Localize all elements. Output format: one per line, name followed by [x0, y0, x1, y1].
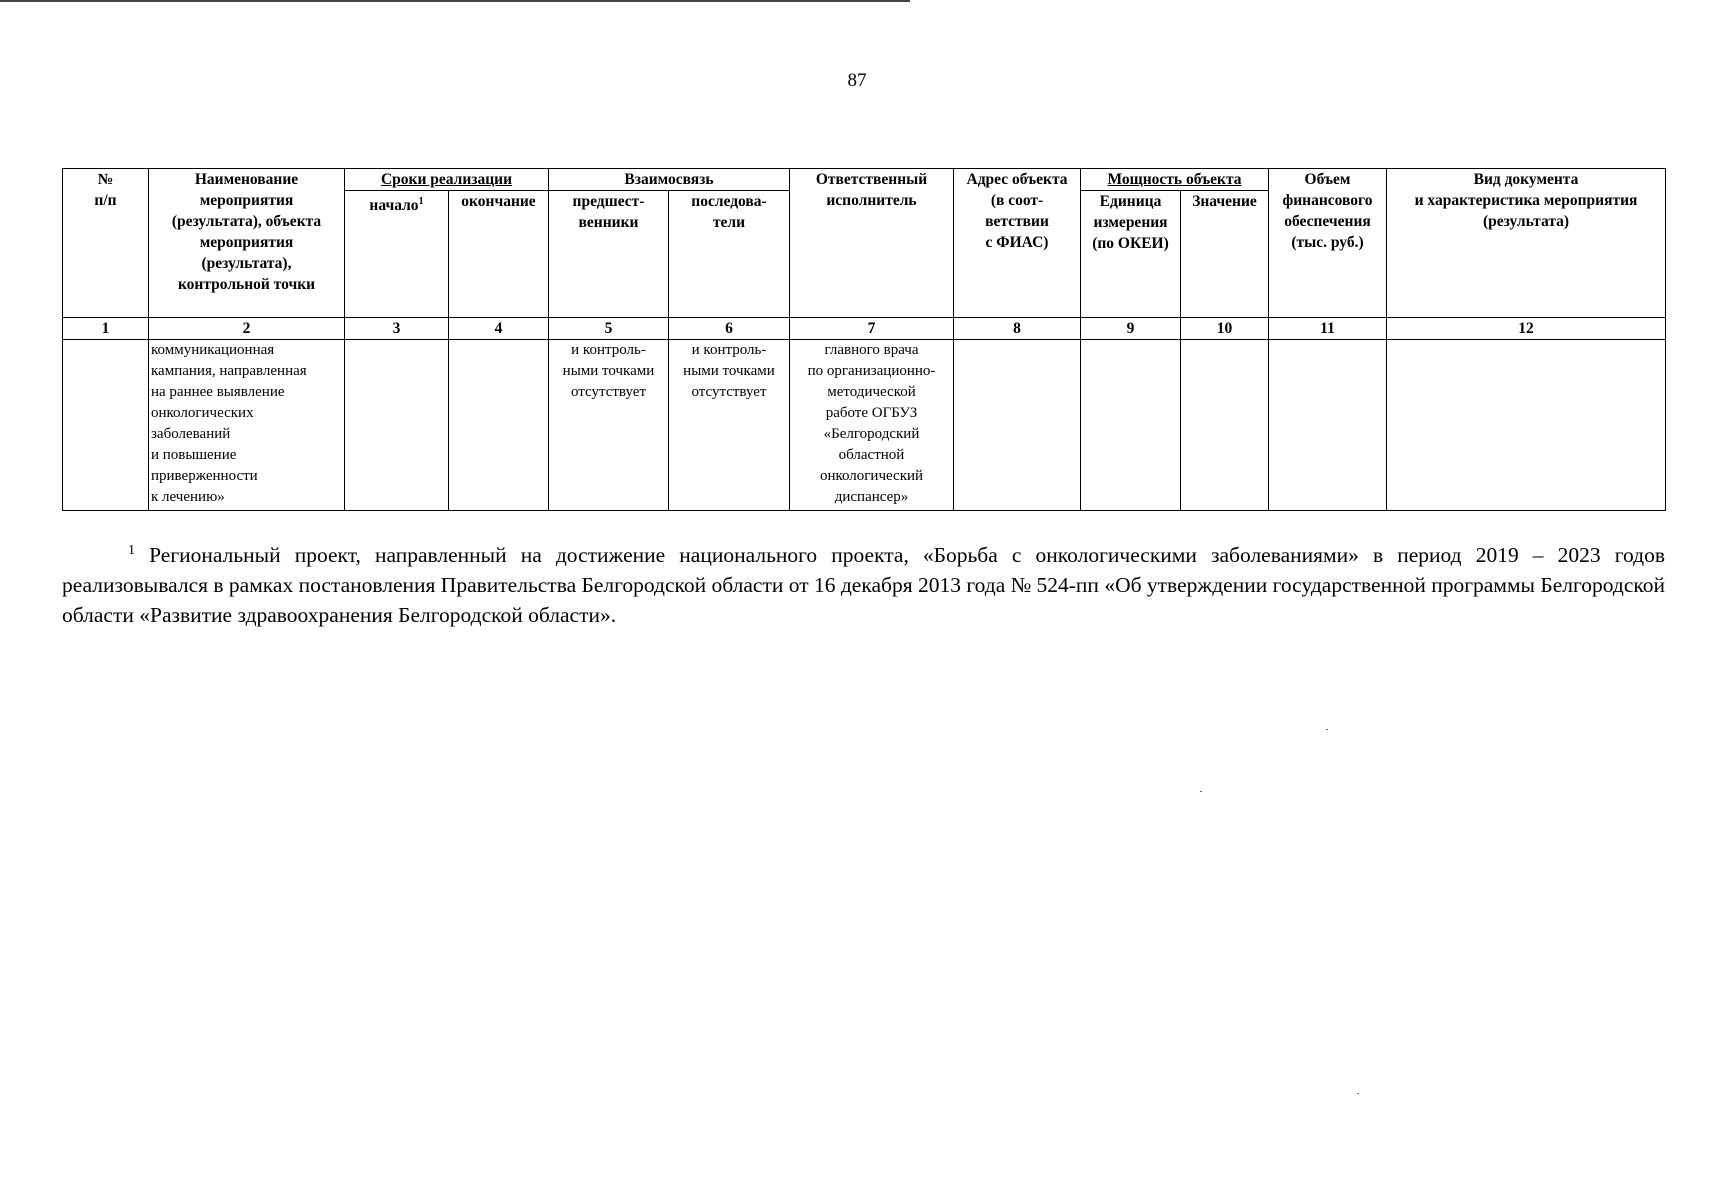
scan-speck — [1200, 791, 1202, 792]
cell-value — [1181, 340, 1269, 511]
header-address: Адрес объекта (в соот- ветствии с ФИАС) — [954, 169, 1081, 318]
table-row — [63, 340, 1666, 511]
header-num: № п/п — [63, 169, 149, 318]
column-number: 8 — [954, 318, 1081, 340]
header-terms-group — [345, 169, 549, 191]
header-capacity-label: Мощность объекта — [1107, 171, 1242, 188]
cell-doc-type — [1387, 340, 1666, 511]
header-name: Наименование мероприятия (результата), объекта мероприятия (результата), контрольной точки — [149, 169, 345, 318]
cell-responsible: главного врача по организационно- методической работе ОГБУЗ «Белгородский областной онкологический диспансер» — [790, 340, 954, 511]
column-number: 10 — [1181, 318, 1269, 340]
column-number: 2 — [149, 318, 345, 340]
page-number: 87 — [847, 70, 867, 91]
column-number: 5 — [549, 318, 669, 340]
column-number: 6 — [669, 318, 790, 340]
column-number: 3 — [345, 318, 449, 340]
footnote — [62, 536, 1665, 630]
scan-speck — [1357, 1093, 1359, 1094]
column-number-row — [63, 318, 1666, 340]
header-start — [345, 191, 449, 318]
activities-table — [62, 168, 1666, 511]
header-terms-label: Сроки реализации — [380, 171, 513, 188]
header-capacity-group — [1081, 169, 1269, 191]
header-value: Значение — [1181, 191, 1269, 318]
cell-predecessors: и контроль- ными точками отсутствует — [549, 340, 669, 511]
footnote-ref: 1 — [418, 196, 424, 207]
column-number: 11 — [1269, 318, 1387, 340]
cell-start — [345, 340, 449, 511]
cell-end — [449, 340, 549, 511]
cell-num — [63, 340, 149, 511]
header-unit: Единица измерения (по ОКЕИ) — [1081, 191, 1181, 318]
column-number: 4 — [449, 318, 549, 340]
header-responsible: Ответственный исполнитель — [790, 169, 954, 318]
header-end: окончание — [449, 191, 549, 318]
header-predecessors: предшест- венники — [549, 191, 669, 318]
cell-address — [954, 340, 1081, 511]
column-number: 1 — [63, 318, 149, 340]
header-row-1 — [63, 169, 1666, 191]
cell-funding — [1269, 340, 1387, 511]
column-number: 12 — [1387, 318, 1666, 340]
cell-unit — [1081, 340, 1181, 511]
cell-name: коммуникационная кампания, направленная на раннее выявление онкологических заболеваний и повышение приверженности к лечению» — [149, 340, 345, 511]
footnote-marker: 1 — [128, 543, 135, 558]
scan-speck — [1326, 729, 1328, 730]
column-number: 9 — [1081, 318, 1181, 340]
header-successors: последова- тели — [669, 191, 790, 318]
header-funding: Объем финансового обеспечения (тыс. руб.) — [1269, 169, 1387, 318]
header-link-group: Взаимосвязь — [549, 169, 790, 191]
cell-successors: и контроль- ными точками отсутствует — [669, 340, 790, 511]
footnote-text: Региональный проект, направленный на достижение национального проекта, «Борьба с онкологическими заболеваниями» в период 2019 – 2023 годов реализовывался в рамках постановления Правительства Белгородской области от 16 декабря 2013 года № 524-пп «Об утверждении государственной программы Белгородской области «Развитие здравоохранения Белгородской области». — [62, 543, 1666, 628]
scan-edge-line — [0, 0, 910, 2]
header-doc-type: Вид документа и характеристика мероприятия (результата) — [1387, 169, 1666, 318]
header-start-label: начало — [369, 197, 419, 215]
column-number: 7 — [790, 318, 954, 340]
